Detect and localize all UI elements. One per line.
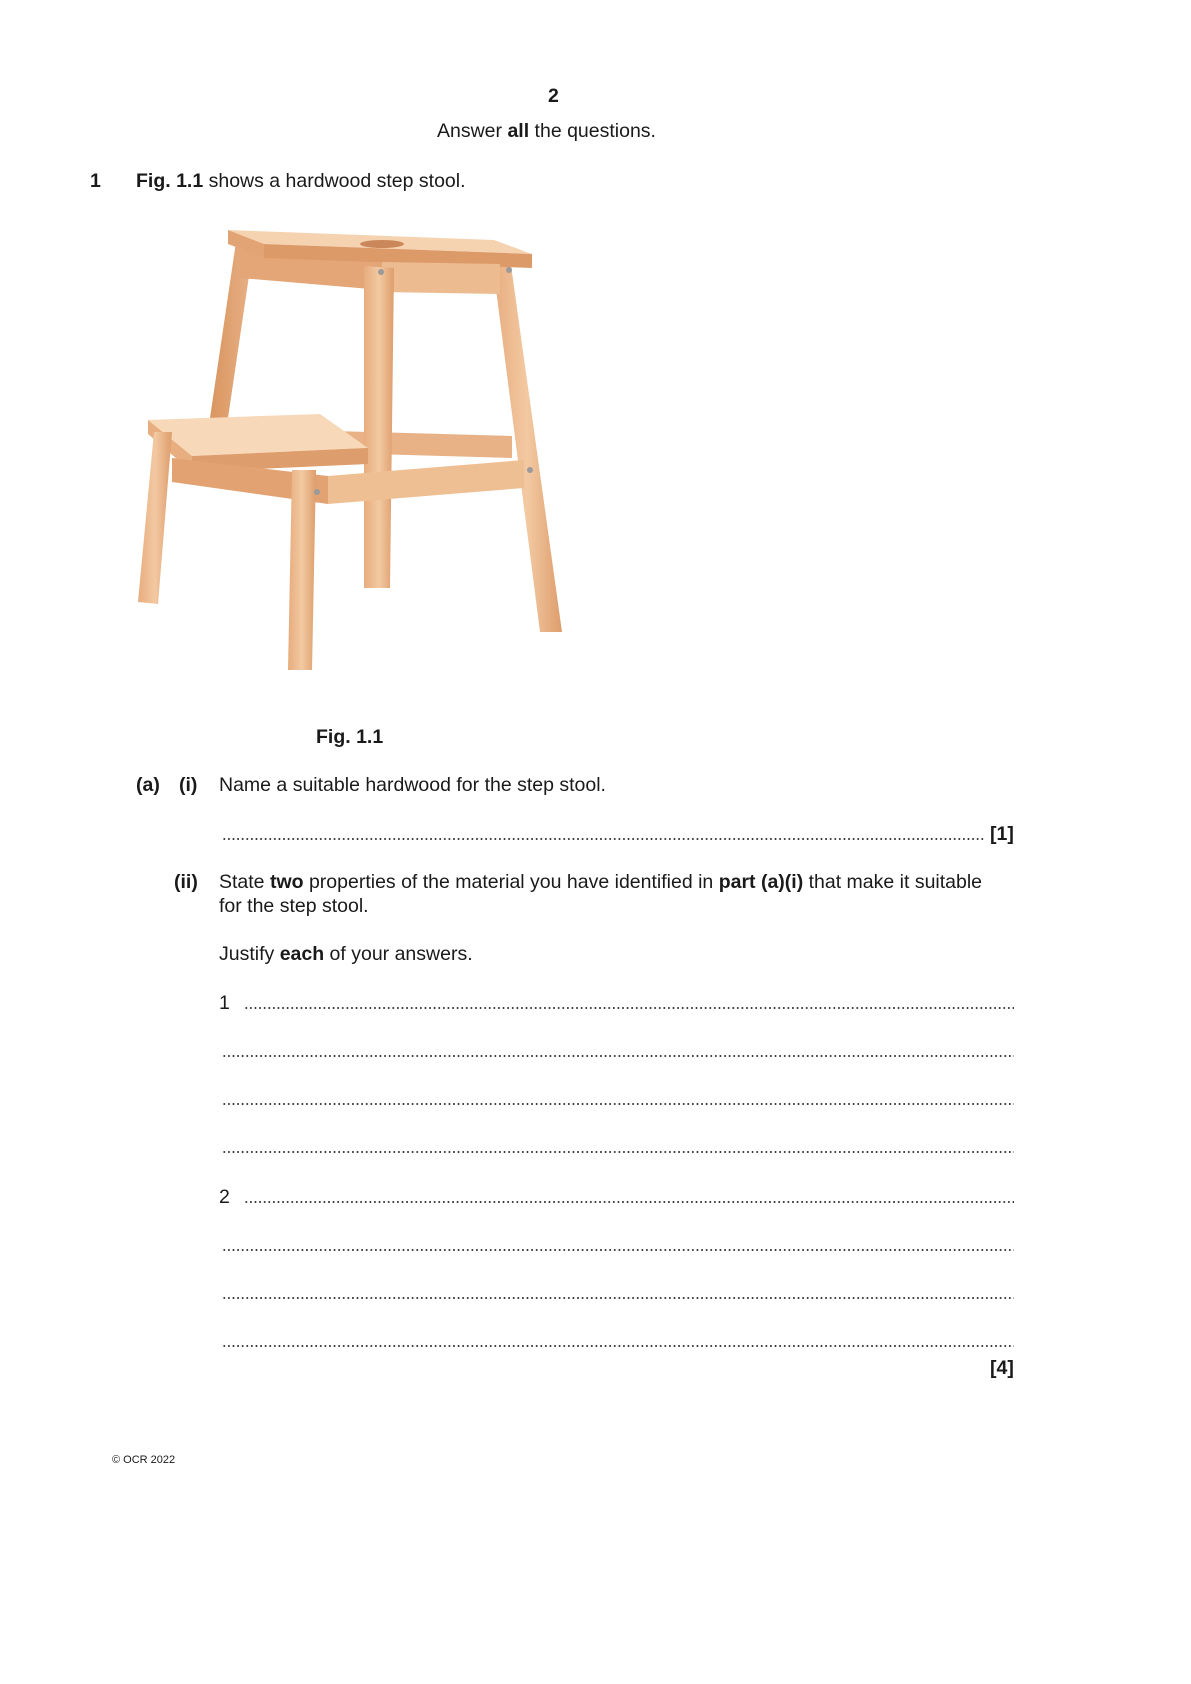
figure-reference: Fig. 1.1 xyxy=(136,170,204,192)
screw-dot xyxy=(506,267,512,273)
answer-line-2c[interactable] xyxy=(222,1297,1014,1299)
answer-line-1c[interactable] xyxy=(222,1103,1014,1105)
answer-line-a-i[interactable] xyxy=(222,838,984,840)
part-i-label: (i) xyxy=(179,774,198,796)
answer-line-1b[interactable] xyxy=(222,1055,1014,1057)
page-number: 2 xyxy=(548,85,559,107)
part-ii-bold-2: part (a)(i) xyxy=(718,871,804,893)
part-i-marks: [1] xyxy=(990,823,1014,845)
instruction-bold: all xyxy=(507,120,530,142)
justify-post: of your answers. xyxy=(324,943,473,965)
part-ii-text-1: State xyxy=(219,871,270,893)
intro-text: shows a hardwood step stool. xyxy=(203,170,466,192)
justify-pre: Justify xyxy=(219,943,280,965)
part-ii-marks: [4] xyxy=(990,1357,1014,1379)
answer-line-1d[interactable] xyxy=(222,1151,1014,1153)
part-ii-text-2: properties of the material you have identified in xyxy=(303,871,719,893)
stool-step-front-right-leg xyxy=(288,470,316,670)
instruction-pre: Answer xyxy=(437,120,508,142)
instruction-post: the questions. xyxy=(529,120,656,142)
part-ii-bold-1: two xyxy=(269,871,304,893)
answer-2-label: 2 xyxy=(219,1186,230,1208)
part-ii-question-line2: for the step stool. xyxy=(219,895,369,917)
answer-1-label: 1 xyxy=(219,992,230,1014)
page-instruction xyxy=(437,119,656,143)
justify-bold: each xyxy=(279,943,325,965)
part-ii-justify xyxy=(219,942,473,966)
copyright: © OCR 2022 xyxy=(112,1454,176,1466)
part-ii-label: (ii) xyxy=(174,871,198,893)
part-ii-question-line1 xyxy=(219,870,982,894)
part-i-question: Name a suitable hardwood for the step stool. xyxy=(219,774,606,796)
stool-lower-front-rail xyxy=(328,460,524,504)
stool-hand-hole xyxy=(360,240,404,248)
part-ii-text-3: that make it suitable xyxy=(803,871,983,893)
answer-line-2a[interactable] xyxy=(244,1201,1014,1203)
stool-top-front-rail xyxy=(382,262,500,294)
answer-line-1a[interactable] xyxy=(244,1007,1014,1009)
question-intro xyxy=(136,169,466,193)
answer-line-2d[interactable] xyxy=(222,1345,1014,1347)
screw-dot xyxy=(527,467,533,473)
stool-step-front-left-leg xyxy=(138,432,172,604)
answer-line-2b[interactable] xyxy=(222,1249,1014,1251)
stool-front-center-leg xyxy=(364,266,394,588)
part-a-label: (a) xyxy=(136,774,160,796)
step-stool-image xyxy=(132,220,592,680)
figure-caption: Fig. 1.1 xyxy=(316,726,384,748)
screw-dot xyxy=(314,489,320,495)
screw-dot xyxy=(378,269,384,275)
question-number: 1 xyxy=(90,170,101,192)
